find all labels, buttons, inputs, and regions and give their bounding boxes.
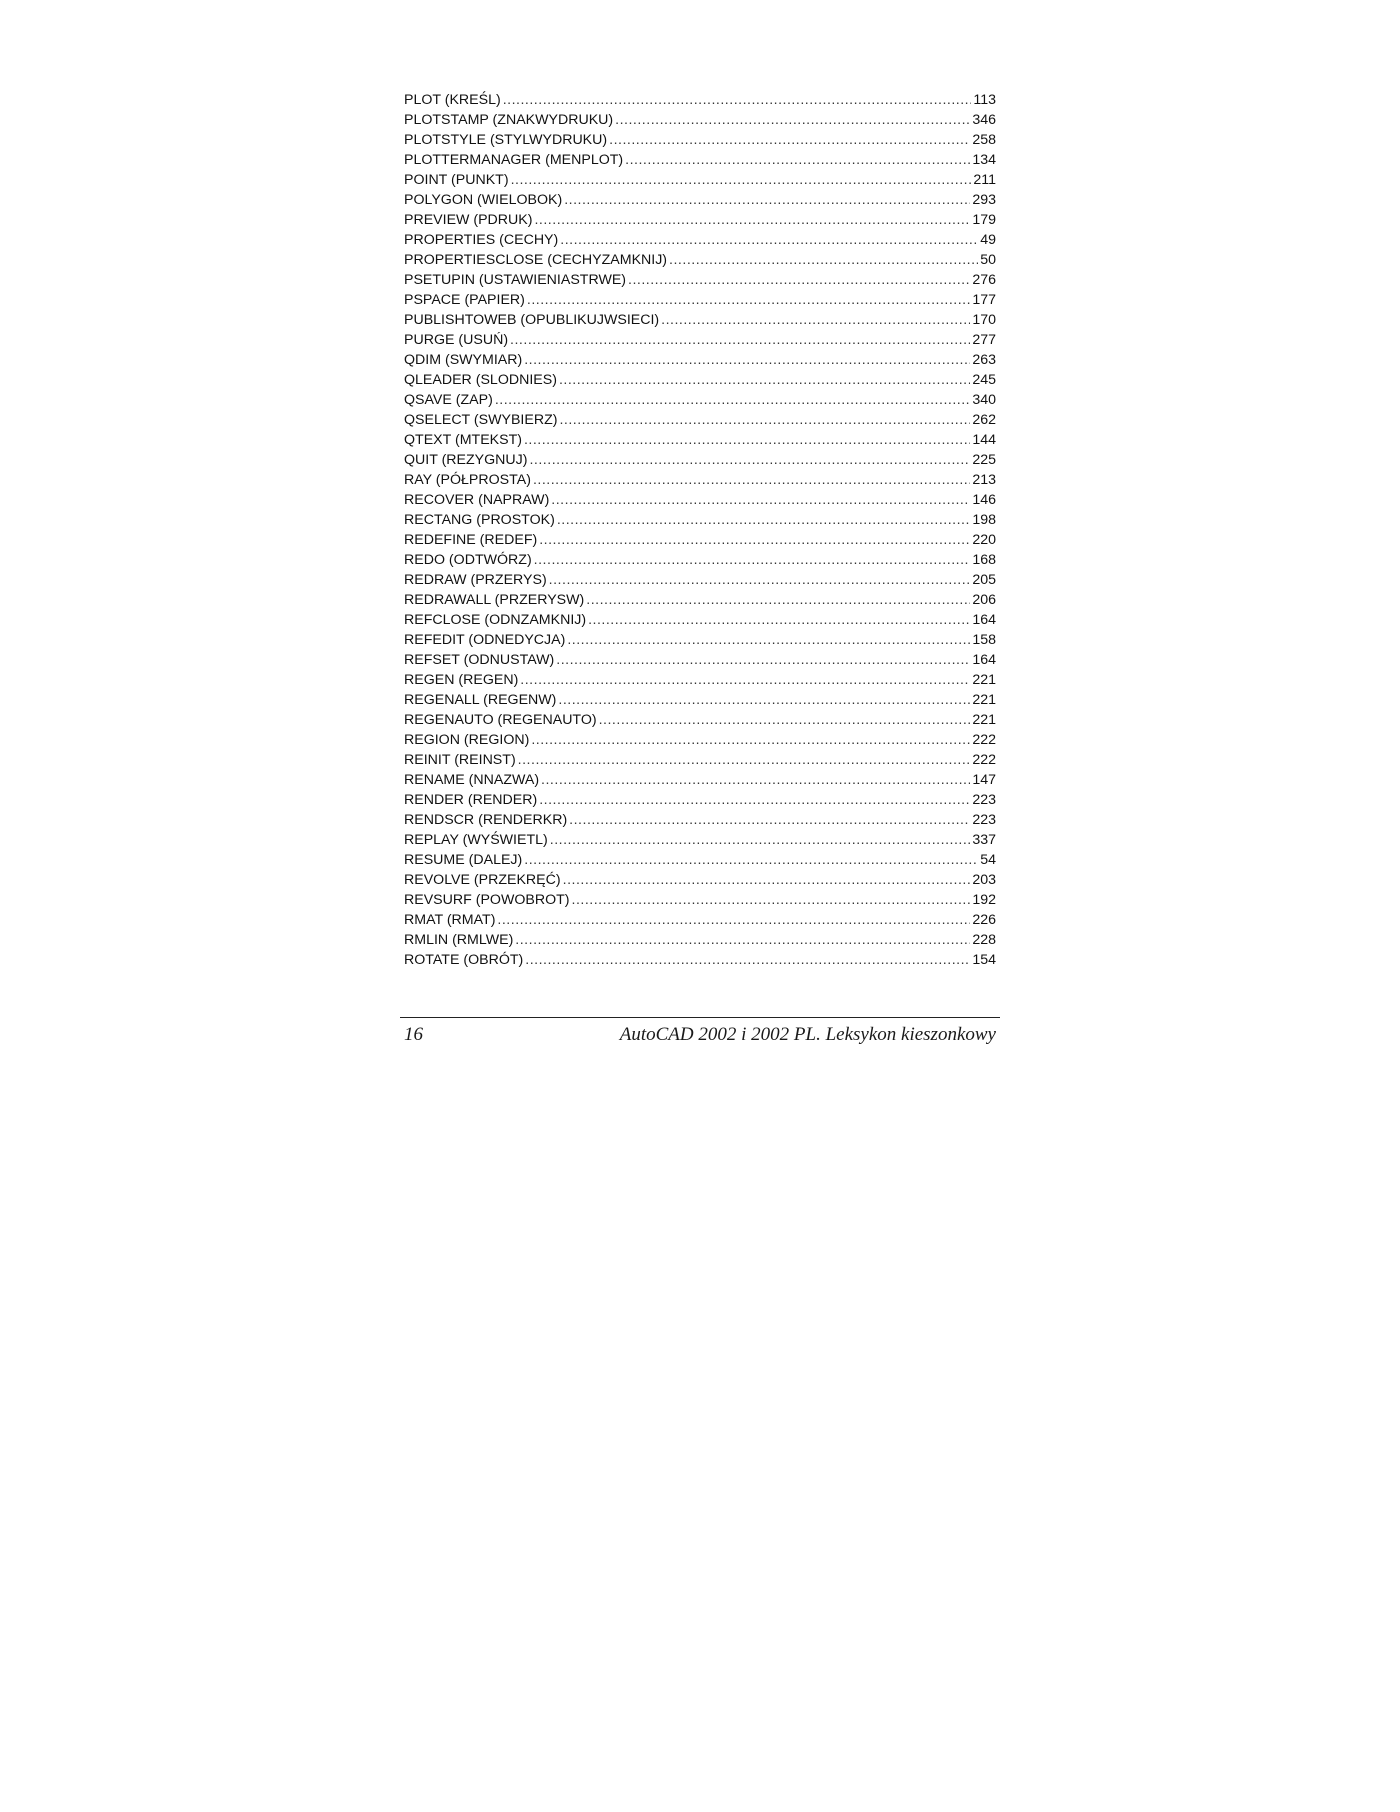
index-entry: [404, 770, 996, 790]
command-name: REFEDIT (ODNEDYCJA): [404, 632, 566, 648]
dot-leader: [534, 550, 971, 570]
page-reference: 223: [972, 792, 996, 808]
command-name: RMLIN (RMLWE): [404, 932, 514, 948]
index-entry: [404, 310, 996, 330]
dot-leader: [564, 190, 970, 210]
command-name: REVOLVE (PRZEKRĘĆ): [404, 872, 561, 888]
command-name: REFSET (ODNUSTAW): [404, 652, 555, 668]
index-entry: [404, 150, 996, 170]
index-entry: [404, 590, 996, 610]
command-name: RENDSCR (RENDERKR): [404, 812, 568, 828]
dot-leader: [563, 870, 971, 890]
dot-leader: [558, 690, 970, 710]
index-entry: [404, 410, 996, 430]
command-name: PSETUPIN (USTAWIENIASTRWE): [404, 272, 627, 288]
page-reference: 337: [972, 832, 996, 848]
dot-leader: [661, 310, 970, 330]
dot-leader: [533, 470, 970, 490]
index-entry: [404, 290, 996, 310]
index-entry: [404, 230, 996, 250]
page-reference: 205: [972, 572, 996, 588]
page-reference: 113: [973, 92, 996, 108]
page-reference: 170: [972, 312, 996, 328]
command-name: POLYGON (WIELOBOK): [404, 192, 563, 208]
dot-leader: [628, 270, 970, 290]
command-name: RECTANG (PROSTOK): [404, 512, 555, 528]
index-entry: [404, 950, 996, 970]
index-entry: [404, 750, 996, 770]
page-reference: 276: [972, 272, 996, 288]
index-entry: [404, 390, 996, 410]
command-name: PLOTTERMANAGER (MENPLOT): [404, 152, 624, 168]
page-reference: 198: [972, 512, 996, 528]
page-reference: 54: [980, 852, 996, 868]
command-name: QDIM (SWYMIAR): [404, 352, 523, 368]
index-entry: [404, 90, 996, 110]
page-reference: 203: [972, 872, 996, 888]
page-reference: 346: [972, 112, 996, 128]
page-reference: 134: [972, 152, 996, 168]
page-reference: 221: [972, 692, 996, 708]
page-reference: 262: [972, 412, 996, 428]
page-reference: 192: [972, 892, 996, 908]
index-entry: [404, 470, 996, 490]
dot-leader: [559, 370, 970, 390]
index-entry: [404, 870, 996, 890]
page-reference: 263: [972, 352, 996, 368]
index-entry: [404, 850, 996, 870]
page-reference: 177: [972, 292, 996, 308]
command-name: PLOTSTYLE (STYLWYDRUKU): [404, 132, 608, 148]
index-entry: [404, 330, 996, 350]
command-name: REDRAW (PRZERYS): [404, 572, 547, 588]
index-entry: [404, 790, 996, 810]
dot-leader: [586, 590, 970, 610]
page-reference: 222: [972, 752, 996, 768]
dot-leader: [669, 250, 978, 270]
page-reference: 277: [972, 332, 996, 348]
page-reference: 222: [972, 732, 996, 748]
book-title: AutoCAD 2002 i 2002 PL. Leksykon kieszonkowy: [619, 1024, 996, 1045]
dot-leader: [588, 610, 970, 630]
command-name: REVSURF (POWOBROT): [404, 892, 570, 908]
command-name: QTEXT (MTEKST): [404, 432, 522, 448]
dot-leader: [615, 110, 970, 130]
dot-leader: [539, 790, 970, 810]
dot-leader: [556, 650, 970, 670]
dot-leader: [534, 210, 970, 230]
dot-leader: [599, 710, 971, 730]
command-name: ROTATE (OBRÓT): [404, 952, 524, 968]
dot-leader: [551, 490, 970, 510]
index-entry: [404, 490, 996, 510]
command-name: PLOT (KREŚL): [404, 92, 501, 108]
command-name: REFCLOSE (ODNZAMKNIJ): [404, 612, 587, 628]
index-entry: [404, 630, 996, 650]
command-name: REGENAUTO (REGENAUTO): [404, 712, 597, 728]
dot-leader: [520, 670, 970, 690]
page-reference: 50: [980, 252, 996, 268]
dot-leader: [557, 510, 971, 530]
command-name: QLEADER (SLODNIES): [404, 372, 557, 388]
dot-leader: [518, 750, 971, 770]
dot-leader: [503, 90, 972, 110]
dot-leader: [559, 410, 970, 430]
index-entry: [404, 430, 996, 450]
dot-leader: [609, 130, 970, 150]
index-entry: [404, 910, 996, 930]
page-reference: 49: [980, 232, 996, 248]
command-name: RESUME (DALEJ): [404, 852, 523, 868]
page-reference: 146: [972, 492, 996, 508]
page-reference: 223: [972, 812, 996, 828]
dot-leader: [539, 530, 970, 550]
index-entry: [404, 170, 996, 190]
command-name: REGION (REGION): [404, 732, 530, 748]
index-entry: [404, 130, 996, 150]
dot-leader: [495, 390, 971, 410]
page-reference: 293: [972, 192, 996, 208]
command-name: QSAVE (ZAP): [404, 392, 493, 408]
page-reference: 144: [972, 432, 996, 448]
dot-leader: [524, 350, 970, 370]
index-entry: [404, 710, 996, 730]
dot-leader: [497, 910, 970, 930]
page-reference: 226: [972, 912, 996, 928]
page-reference: 206: [972, 592, 996, 608]
command-name: PSPACE (PAPIER): [404, 292, 525, 308]
dot-leader: [511, 170, 972, 190]
dot-leader: [524, 430, 970, 450]
page-reference: 168: [972, 552, 996, 568]
page-reference: 220: [972, 532, 996, 548]
page-reference: 221: [972, 712, 996, 728]
page-reference: 164: [972, 652, 996, 668]
index-entry: [404, 530, 996, 550]
index-entry: [404, 930, 996, 950]
command-name: PREVIEW (PDRUK): [404, 212, 533, 228]
dot-leader: [572, 890, 971, 910]
index-entry: [404, 830, 996, 850]
dot-leader: [625, 150, 970, 170]
index-entry: [404, 110, 996, 130]
page-reference: 228: [972, 932, 996, 948]
page-reference: 225: [972, 452, 996, 468]
dot-leader: [527, 290, 970, 310]
index-entry: [404, 190, 996, 210]
command-index-list: [404, 90, 996, 970]
command-name: REDRAWALL (PRZERYSW): [404, 592, 585, 608]
dot-leader: [525, 950, 970, 970]
page-reference: 154: [972, 952, 996, 968]
dot-leader: [550, 830, 971, 850]
command-name: POINT (PUNKT): [404, 172, 509, 188]
command-name: PUBLISHTOWEB (OPUBLIKUJWSIECI): [404, 312, 660, 328]
page-reference: 245: [972, 372, 996, 388]
dot-leader: [510, 330, 970, 350]
command-name: QUIT (REZYGNUJ): [404, 452, 528, 468]
page-reference: 164: [972, 612, 996, 628]
page-reference: 340: [972, 392, 996, 408]
page-number: 16: [404, 1024, 423, 1045]
index-entry: [404, 610, 996, 630]
page-reference: 158: [972, 632, 996, 648]
command-name: PURGE (USUŃ): [404, 332, 509, 348]
dot-leader: [567, 630, 970, 650]
index-entry: [404, 810, 996, 830]
command-name: QSELECT (SWYBIERZ): [404, 412, 558, 428]
command-name: RENDER (RENDER): [404, 792, 538, 808]
command-name: REGEN (REGEN): [404, 672, 519, 688]
dot-leader: [529, 450, 970, 470]
command-name: RECOVER (NAPRAW): [404, 492, 550, 508]
index-entry: [404, 670, 996, 690]
command-name: RENAME (NNAZWA): [404, 772, 540, 788]
command-name: REDO (ODTWÓRZ): [404, 552, 532, 568]
command-name: RMAT (RMAT): [404, 912, 496, 928]
index-entry: [404, 370, 996, 390]
dot-leader: [549, 570, 971, 590]
index-entry: [404, 250, 996, 270]
dot-leader: [515, 930, 970, 950]
page-reference: 179: [972, 212, 996, 228]
command-name: PROPERTIESCLOSE (CECHYZAMKNIJ): [404, 252, 668, 268]
command-name: REINIT (REINST): [404, 752, 516, 768]
index-entry: [404, 890, 996, 910]
command-name: PLOTSTAMP (ZNAKWYDRUKU): [404, 112, 614, 128]
dot-leader: [569, 810, 970, 830]
command-name: PROPERTIES (CECHY): [404, 232, 559, 248]
index-entry: [404, 350, 996, 370]
index-entry: [404, 650, 996, 670]
dot-leader: [531, 730, 970, 750]
index-entry: [404, 210, 996, 230]
page-reference: 221: [972, 672, 996, 688]
dot-leader: [541, 770, 970, 790]
command-name: REPLAY (WYŚWIETL): [404, 832, 548, 848]
index-entry: [404, 730, 996, 750]
command-name: REGENALL (REGENW): [404, 692, 557, 708]
index-entry: [404, 550, 996, 570]
footer-rule: [400, 1017, 1000, 1018]
command-name: REDEFINE (REDEF): [404, 532, 538, 548]
command-name: RAY (PÓŁPROSTA): [404, 472, 531, 488]
page-reference: 213: [972, 472, 996, 488]
index-entry: [404, 270, 996, 290]
index-entry: [404, 570, 996, 590]
page-footer: [404, 1023, 996, 1047]
dot-leader: [560, 230, 978, 250]
index-entry: [404, 450, 996, 470]
page-reference: 211: [973, 172, 996, 188]
index-entry: [404, 690, 996, 710]
dot-leader: [524, 850, 978, 870]
page-reference: 258: [972, 132, 996, 148]
index-entry: [404, 510, 996, 530]
page-reference: 147: [972, 772, 996, 788]
